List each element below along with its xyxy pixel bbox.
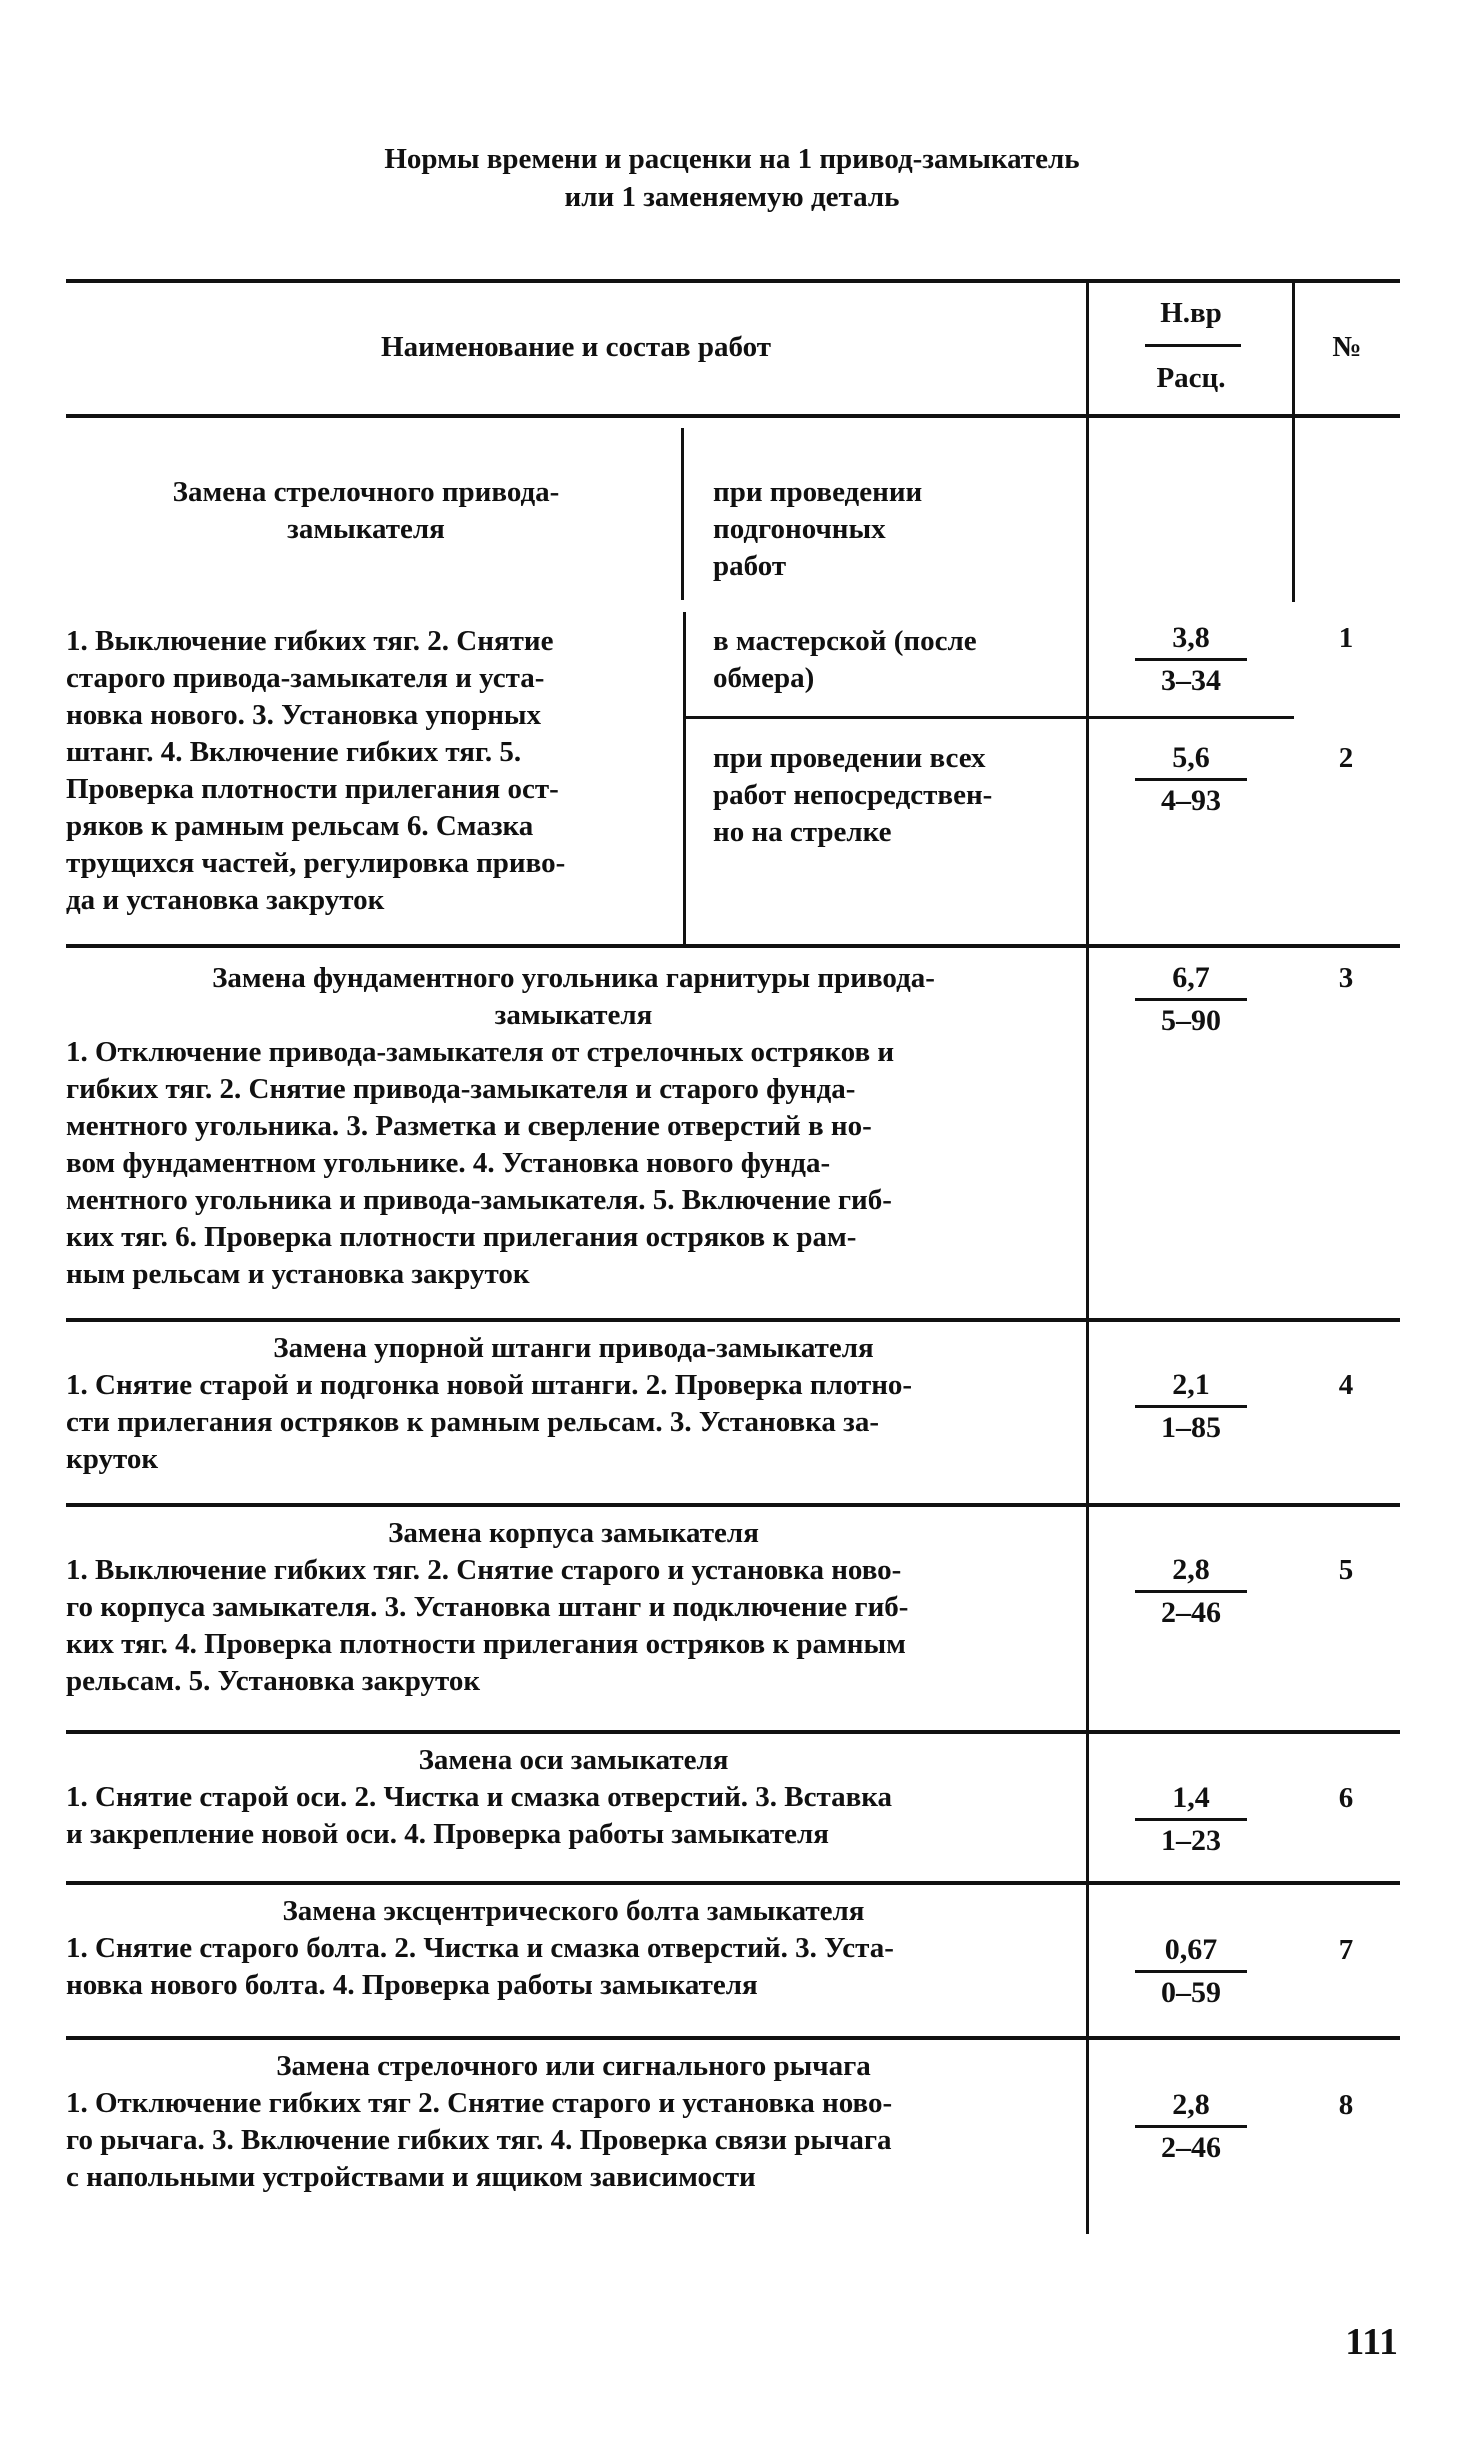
step-line: трущихся частей, регулировка приво-: [66, 847, 566, 879]
condition-line: обмера): [713, 662, 815, 694]
item-line: ких тяг. 6. Проверка плотности прилегания остряков к рам-: [66, 1221, 857, 1253]
item3-norm-rate: [1135, 960, 1247, 1039]
item5-number: 5: [1338, 1554, 1354, 1586]
norm-value: 6,7: [1172, 961, 1210, 994]
group1-title-line-1: Замена стрелочного привода-: [172, 476, 560, 508]
group1-condition-header: [713, 474, 922, 585]
fraction-bar: [1135, 1970, 1247, 1973]
item4-number: 4: [1338, 1369, 1354, 1401]
step-line: новка нового. 3. Установка упорных: [66, 699, 542, 731]
item4-norm-rate: [1135, 1367, 1247, 1446]
item8-norm-rate: [1135, 2087, 1247, 2166]
row1-norm-rate: [1135, 620, 1247, 699]
item7-bottom-rule: [66, 2036, 1400, 2040]
condition-line: работ непосредствен-: [713, 779, 993, 811]
fraction-bar: [1135, 998, 1247, 1001]
item-line: круток: [66, 1443, 159, 1475]
item-line: 1. Выключение гибких тяг. 2. Снятие старого и установка ново-: [66, 1554, 902, 1586]
item-title: Замена упорной штанги привода-замыкателя: [273, 1332, 874, 1364]
header-name-column: Наименование и состав работ: [381, 331, 771, 363]
item-line: вом фундаментном угольнике. 4. Установка нового фунда-: [66, 1147, 831, 1179]
item6-number: 6: [1338, 1782, 1354, 1814]
item-line: сти прилегания остряков к рамным рельсам. 3. Установка за-: [66, 1406, 879, 1438]
item-line: и закрепление новой оси. 4. Проверка работы замыкателя: [66, 1818, 829, 1850]
fraction-bar: [1135, 2125, 1247, 2128]
header-norm-top: Н.вр: [1160, 297, 1222, 329]
item-line: ких тяг. 4. Проверка плотности прилегания остряков к рамным: [66, 1628, 906, 1660]
item-title: Замена корпуса замыкателя: [388, 1517, 759, 1549]
step-line: старого привода-замыкателя и уста-: [66, 662, 545, 694]
group1-bottom-rule: [66, 944, 1400, 948]
item-line: 1. Отключение гибких тяг 2. Снятие старого и установка ново-: [66, 2087, 893, 2119]
item-line: го корпуса замыкателя. 3. Установка штанг и подключение гиб-: [66, 1591, 909, 1623]
header-bottom-rule: [66, 414, 1400, 418]
row1-divider: [683, 716, 1294, 719]
item-line: го рычага. 3. Включение гибких тяг. 4. Проверка связи рычага: [66, 2124, 892, 2156]
header-number-column: №: [1332, 331, 1362, 363]
condition-line: подгоночных: [713, 513, 886, 545]
fraction-bar: [1135, 1818, 1247, 1821]
fraction-bar: [1135, 1405, 1247, 1408]
item7-number: 7: [1338, 1934, 1354, 1966]
item4-bottom-rule: [66, 1503, 1400, 1507]
item-line: гибких тяг. 2. Снятие привода-замыкателя и старого фунда-: [66, 1073, 856, 1105]
item5-block: [66, 1515, 1081, 1700]
row1-number: 1: [1338, 622, 1354, 654]
rate-value: 2–46: [1161, 1596, 1221, 1629]
item6-block: [66, 1742, 1081, 1853]
norm-column-rule: [1086, 279, 1089, 2234]
page-number: 111: [1345, 2321, 1398, 2363]
condition-line: в мастерской (после: [713, 625, 977, 657]
item7-norm-rate: [1135, 1932, 1247, 2011]
rate-value: 3–34: [1161, 664, 1221, 697]
item3-block: [66, 960, 1081, 1293]
norm-value: 5,6: [1172, 741, 1210, 774]
item-title: Замена эксцентрического болта замыкателя: [282, 1895, 865, 1927]
item-title: Замена оси замыкателя: [418, 1744, 729, 1776]
rate-value: 1–23: [1161, 1824, 1221, 1857]
group1-condition-rule-top: [681, 428, 684, 600]
item-line: новка нового болта. 4. Проверка работы замыкателя: [66, 1969, 758, 2001]
item6-norm-rate: [1135, 1780, 1247, 1859]
item6-bottom-rule: [66, 1881, 1400, 1885]
item5-bottom-rule: [66, 1730, 1400, 1734]
row2-norm-rate: [1135, 740, 1247, 819]
group1-condition-rule: [683, 612, 686, 944]
group1-title-line-2: замыкателя: [287, 513, 445, 545]
norm-value: 3,8: [1172, 621, 1210, 654]
header-norm-divider: [1145, 344, 1241, 347]
item-line: ментного угольника. 3. Разметка и сверление отверстий в но-: [66, 1110, 872, 1142]
row2-number: 2: [1338, 742, 1354, 774]
item3-number: 3: [1338, 962, 1354, 994]
item-line: 1. Снятие старой оси. 2. Чистка и смазка отверстий. 3. Вставка: [66, 1781, 893, 1813]
item-line: с напольными устройствами и ящиком зависимости: [66, 2161, 756, 2193]
item-line: ным рельсам и установка закруток: [66, 1258, 530, 1290]
fraction-bar: [1135, 658, 1247, 661]
item-line: ментного угольника и привода-замыкателя. 5. Включение гиб-: [66, 1184, 892, 1216]
group1-steps: [66, 623, 676, 919]
title-line-1: Нормы времени и расценки на 1 привод-замыкатель: [384, 143, 1080, 175]
item3-bottom-rule: [66, 1318, 1400, 1322]
item7-block: [66, 1893, 1081, 2004]
item4-block: [66, 1330, 1081, 1478]
fraction-bar: [1135, 778, 1247, 781]
rate-value: 4–93: [1161, 784, 1221, 817]
norm-value: 2,8: [1172, 2088, 1210, 2121]
title-line-2: или 1 заменяемую деталь: [564, 181, 900, 213]
fraction-bar: [1135, 1590, 1247, 1593]
rate-value: 5–90: [1161, 1004, 1221, 1037]
rate-value: 1–85: [1161, 1411, 1221, 1444]
item-line: 1. Отключение привода-замыкателя от стрелочных остряков и: [66, 1036, 895, 1068]
table-top-rule: [66, 279, 1400, 283]
item-line: 1. Снятие старой и подгонка новой штанги. 2. Проверка плотно-: [66, 1369, 913, 1401]
step-line: ряков к рамным рельсам 6. Смазка: [66, 810, 534, 842]
row1-condition: [713, 623, 977, 697]
number-column-rule-group1: [1292, 418, 1295, 602]
header-norm-bottom: Расц.: [1156, 362, 1226, 394]
item-line: 1. Снятие старого болта. 2. Чистка и смазка отверстий. 3. Уста-: [66, 1932, 894, 1964]
condition-line: при проведении: [713, 476, 923, 508]
item8-block: [66, 2048, 1081, 2196]
condition-line: при проведении всех: [713, 742, 986, 774]
step-line: Проверка плотности прилегания ост-: [66, 773, 559, 805]
condition-line: но на стрелке: [713, 816, 892, 848]
item-title: Замена стрелочного или сигнального рычага: [276, 2050, 871, 2082]
item-title: Замена фундаментного угольника гарнитуры привода-: [212, 962, 935, 994]
norm-value: 1,4: [1172, 1781, 1210, 1814]
page-title: [0, 140, 1464, 216]
item-title-2: замыкателя: [494, 999, 653, 1031]
item-line: рельсам. 5. Установка закруток: [66, 1665, 481, 1697]
row2-condition: [713, 740, 992, 851]
item5-norm-rate: [1135, 1552, 1247, 1631]
rate-value: 0–59: [1161, 1976, 1221, 2009]
step-line: 1. Выключение гибких тяг. 2. Снятие: [66, 625, 554, 657]
norm-value: 2,8: [1172, 1553, 1210, 1586]
group1-title: [66, 474, 666, 548]
step-line: штанг. 4. Включение гибких тяг. 5.: [66, 736, 522, 768]
rate-value: 2–46: [1161, 2131, 1221, 2164]
number-column-rule-head: [1292, 279, 1295, 418]
step-line: да и установка закруток: [66, 884, 385, 916]
item8-number: 8: [1338, 2089, 1354, 2121]
condition-line: работ: [713, 550, 787, 582]
norm-value: 2,1: [1172, 1368, 1210, 1401]
norm-value: 0,67: [1164, 1933, 1218, 1966]
